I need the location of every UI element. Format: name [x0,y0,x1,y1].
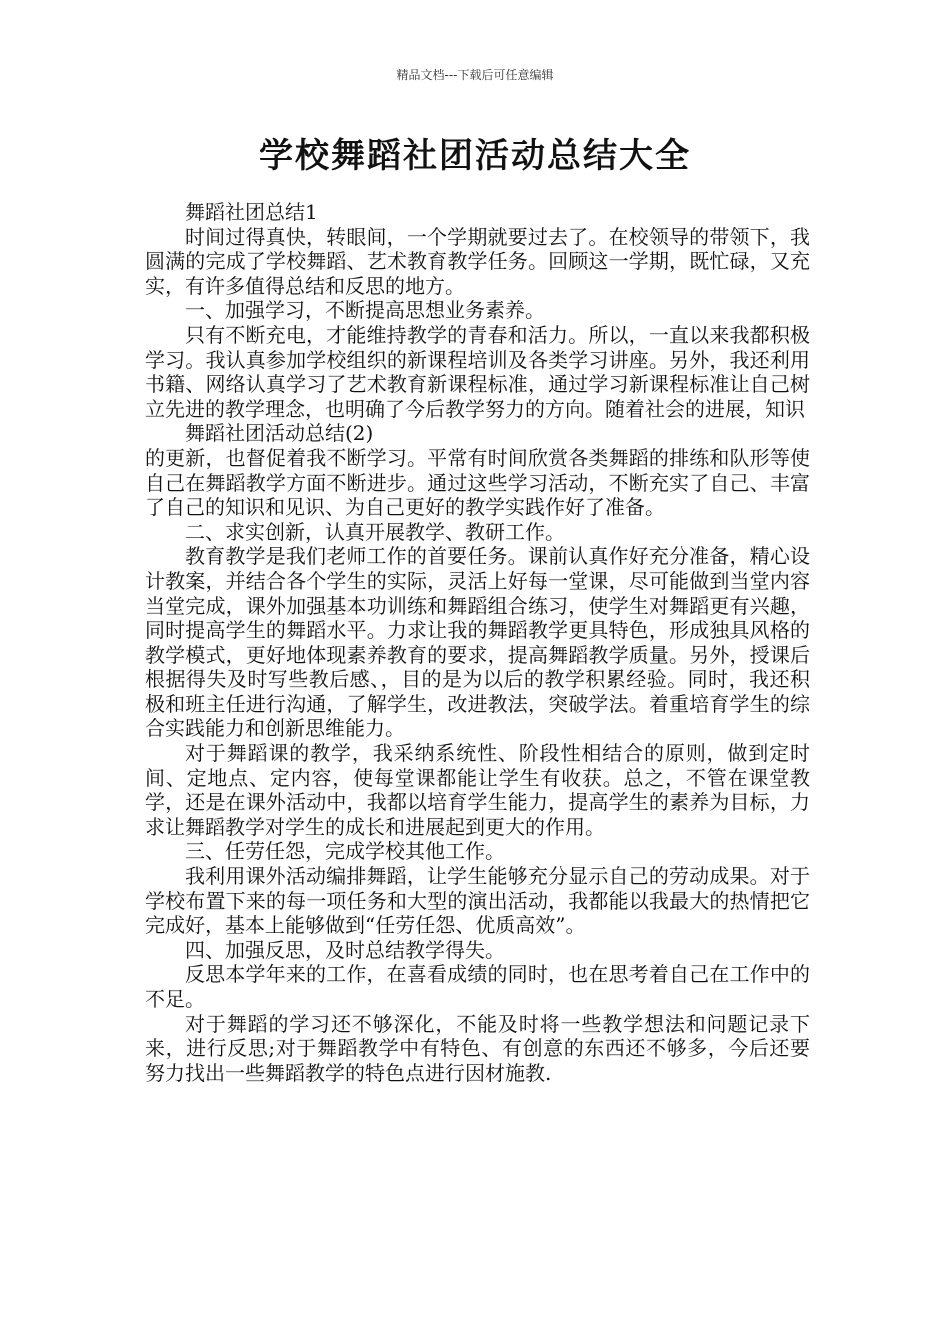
paragraph-3: 一、加强学习，不断提高思想业务素养。 [185,298,545,323]
document-title: 学校舞蹈社团活动总结大全 [259,136,691,176]
paragraph-1: 舞蹈社团总结1 [185,200,318,224]
paragraph-11: 我利用课外活动编排舞蹈，让学生能够充分显示自己的劳动成果。对于学校布置下来的每一项任务和大型的演出活动，我都能以我最大的热情把它完成好，基本上能够做到“任劳任怨、优质高效”。 [145,864,810,938]
document-body [145,200,810,1085]
paragraph-12: 四、加强反思，及时总结教学得失。 [185,937,505,962]
paragraph-14: 对于舞蹈的学习还不够深化，不能及时将一些教学想法和问题记录下来，进行反思;对于舞蹈教学中有特色、有创意的东西还不够多，今后还要努力找出一些舞蹈教学的特色点进行因材施教. [145,1011,810,1085]
paragraph-6: 的更新，也督促着我不断学习。平常有时间欣赏各类舞蹈的排练和队形等使自己在舞蹈教学方面不断进步。通过这些学习活动，不断充实了自己、丰富了自己的知识和见识、为自己更好的教学实践作好了准备。 [145,445,810,520]
paragraph-7: 二、求实创新，认真开展教学、教研工作。 [185,519,565,544]
paragraph-13: 反思本学年来的工作，在喜看成绩的同时，也在思考着自己在工作中的不足。 [145,962,810,1011]
paragraph-8: 教育教学是我们老师工作的首要任务。课前认真作好充分准备，精心设计教案，并结合各个学生的实际，灵活上好每一堂课，尽可能做到当堂内容当堂完成，课外加强基本功训练和舞蹈组合练习，使学生对舞蹈更有兴趣，同时提高学生的舞蹈水平。力求让我的舞蹈教学更具特色，形成独具风格的教学模式，更好地体现素养教育的要求，提高舞蹈教学质量。另外，授课后根据得失及时写些教后感、，目的是为以后的教学积累经验。同时，我还积极和班主任进行沟通，了解学生，改进教法，突破学法。着重培育学生的综合实践能力和创新思维能力。 [145,544,810,741]
paragraph-5: 舞蹈社团活动总结(2) [185,421,374,446]
paragraph-9: 对于舞蹈课的教学，我采纳系统性、阶段性相结合的原则，做到定时间、定地点、定内容，使每堂课都能让学生有收获。总之，不管在课堂教学，还是在课外活动中，我都以培育学生能力，提高学生的素养为目标，力求让舞蹈教学对学生的成长和进展起到更大的作用。 [145,741,810,839]
header-note: 精品文档---下载后可任意编辑 [396,68,554,82]
paragraph-4: 只有不断充电，才能维持教学的青春和活力。所以，一直以来我都积极学习。我认真参加学校组织的新课程培训及各类学习讲座。另外，我还利用书籍、网络认真学习了艺术教育新课程标准，通过学习新课程标准让自己树立先进的教学理念，也明确了今后教学努力的方向。随着社会的进展，知识 [145,322,810,421]
paragraph-10: 三、任劳任怨，完成学校其他工作。 [185,839,505,864]
paragraph-2: 时间过得真快，转眼间，一个学期就要过去了。在校领导的带领下，我圆满的完成了学校舞蹈、艺术教育教学任务。回顾这一学期，既忙碌，又充实，有许多值得总结和反思的地方。 [145,224,810,298]
